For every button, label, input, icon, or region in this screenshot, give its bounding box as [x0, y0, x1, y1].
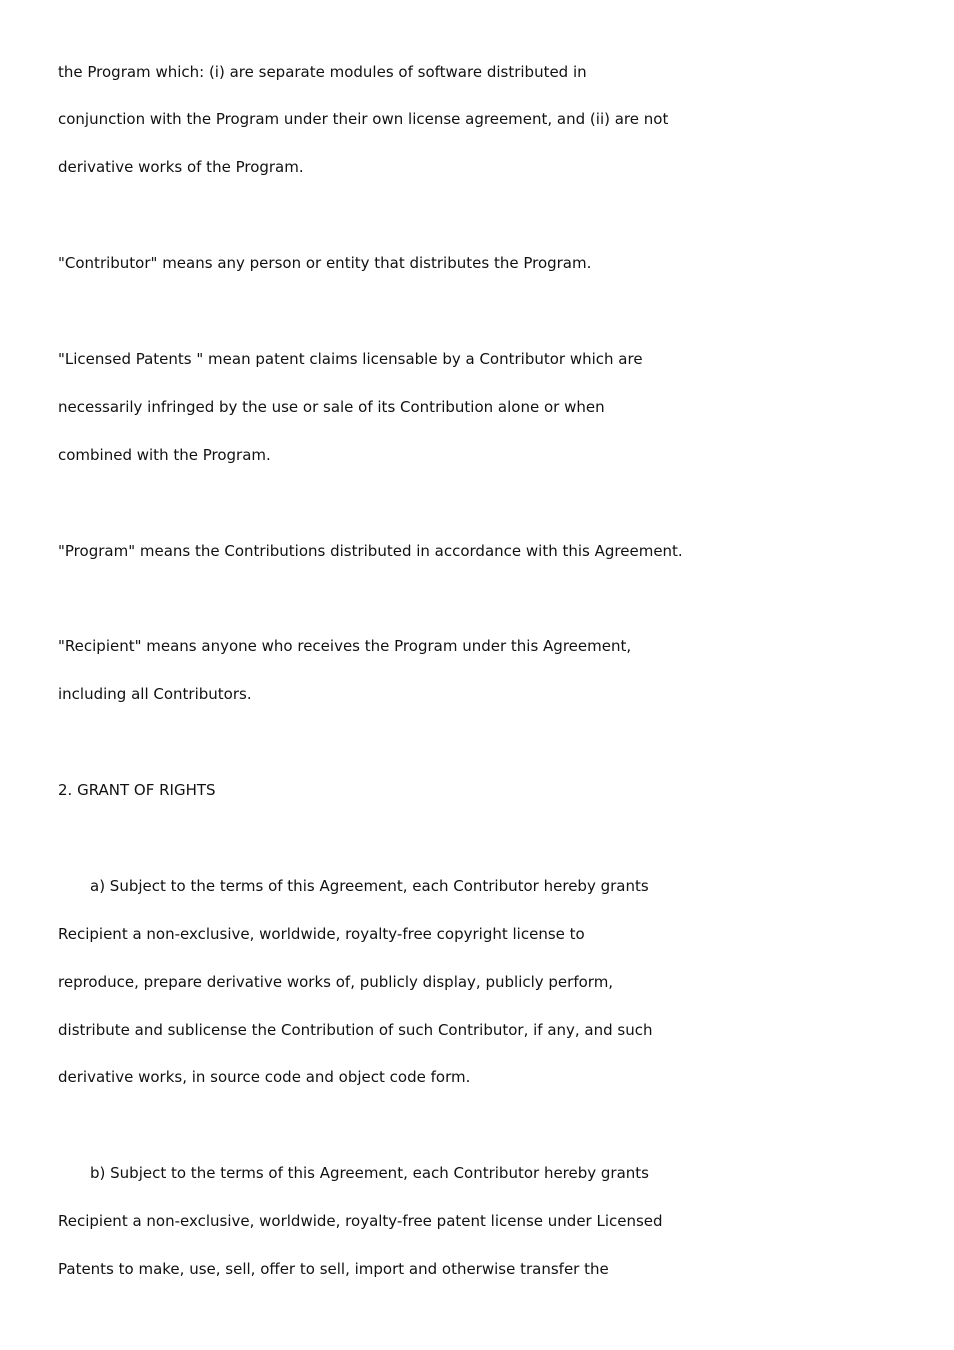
text-line: conjunction with the Program under their own license agreement, and (ii) are not: [58, 110, 669, 128]
definition-contributor: "Contributor" means any person or entity that distributes the Program.: [58, 254, 592, 272]
text-line: including all Contributors.: [58, 685, 252, 703]
clause-a: a) Subject to the terms of this Agreement, each Contributor hereby grants: [90, 877, 649, 895]
text-line: combined with the Program.: [58, 446, 271, 464]
text-line: the Program which: (i) are separate modules of software distributed in: [58, 63, 587, 81]
text-line: reproduce, prepare derivative works of, publicly display, publicly perform,: [58, 973, 614, 991]
clause-b: b) Subject to the terms of this Agreement, each Contributor hereby grants: [90, 1164, 649, 1182]
definition-recipient: "Recipient" means anyone who receives the Program under this Agreement,: [58, 637, 632, 655]
text-line: derivative works, in source code and object code form.: [58, 1068, 471, 1086]
text-line: necessarily infringed by the use or sale of its Contribution alone or when: [58, 398, 605, 416]
text-line: derivative works of the Program.: [58, 158, 304, 176]
text-line: Patents to make, use, sell, offer to sell, import and otherwise transfer the: [58, 1260, 609, 1278]
text-line: distribute and sublicense the Contribution of such Contributor, if any, and such: [58, 1021, 653, 1039]
text-line: Recipient a non-exclusive, worldwide, royalty-free copyright license to: [58, 925, 585, 943]
text-line: Recipient a non-exclusive, worldwide, royalty-free patent license under Licensed: [58, 1212, 663, 1230]
section-heading: 2. GRANT OF RIGHTS: [58, 781, 216, 799]
definition-program: "Program" means the Contributions distributed in accordance with this Agreement.: [58, 542, 683, 560]
definition-licensed-patents: "Licensed Patents " mean patent claims licensable by a Contributor which are: [58, 350, 643, 368]
